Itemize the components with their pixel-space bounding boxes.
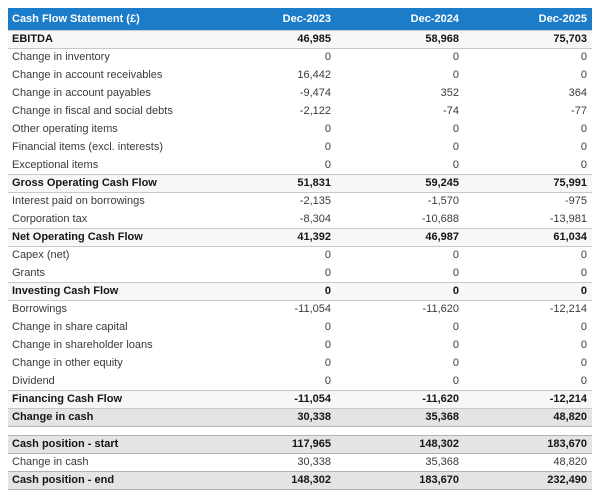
cell-value: 0 [324,266,331,279]
cell-value: 46,987 [425,231,459,243]
cell-value: 148,302 [291,474,331,486]
cell-value: 0 [580,51,587,64]
table-row [8,228,592,246]
row-label: Change in account receivables [12,69,163,81]
table-row [8,246,592,264]
main-rows-body [8,30,592,426]
cell-value: -12,214 [549,303,587,316]
table-header-row [8,8,592,30]
cell-value: 0 [452,158,459,171]
cell-value: 30,338 [297,411,331,423]
cell-value: 0 [324,374,331,387]
cell-value: 61,034 [553,231,587,243]
row-label: Gross Operating Cash Flow [12,177,157,189]
cell-value: 46,985 [297,33,331,45]
table-row [8,354,592,372]
table-row [8,471,592,489]
cell-value: -11,620 [422,303,459,316]
row-label: Corporation tax [12,212,88,225]
summary-rows-body [8,435,592,489]
row-label: Change in other equity [12,357,123,369]
cell-value: 0 [452,123,459,135]
row-label: Change in cash [12,411,94,423]
cell-value: -77 [571,105,587,117]
row-label: Cash position - start [12,438,119,450]
cell-value: 35,368 [425,456,459,468]
cell-value: -11,054 [294,303,331,316]
row-label: Change in shareholder loans [12,339,153,351]
cell-value: 0 [324,357,331,369]
cell-value: 0 [324,249,331,262]
cell-value: 0 [452,51,459,64]
table-row [8,102,592,120]
table-row [8,390,592,408]
cell-value: -8,304 [299,212,331,225]
cell-value: 0 [452,321,459,333]
table-row [8,192,592,210]
cell-value: 0 [324,158,331,171]
table-row [8,138,592,156]
cell-value: 0 [324,321,331,333]
cell-value: 0 [580,321,587,333]
row-label: Other operating items [12,123,118,135]
cash-flow-table [8,8,592,427]
table-row [8,66,592,84]
table-row [8,435,592,453]
cell-value: 148,302 [419,438,459,450]
row-label: Investing Cash Flow [12,285,119,297]
cell-value: -975 [564,195,587,208]
row-label: Net Operating Cash Flow [12,231,143,243]
cell-value: -13,981 [549,212,587,225]
cell-value: -12,214 [549,393,587,405]
cell-value: 0 [580,374,587,387]
row-label: Cash position - end [12,474,115,486]
cell-value: 0 [580,339,587,351]
row-label: Borrowings [12,303,68,316]
table-row [8,84,592,102]
row-label: Change in inventory [12,51,110,64]
cell-value: 48,820 [553,456,587,468]
cell-value: 0 [324,51,331,64]
column-header-dec-2025: Dec-2025 [538,12,587,25]
cell-value: -9,474 [299,87,331,99]
cell-value: 0 [580,266,587,279]
cell-value: 0 [580,158,587,171]
row-label: Dividend [12,374,55,387]
cell-value: 51,831 [297,177,331,189]
table-row [8,120,592,138]
cell-value: 0 [580,285,587,297]
cell-value: -1,570 [427,195,459,208]
cell-value: 59,245 [425,177,459,189]
table-row [8,174,592,192]
cell-value: 0 [324,123,331,135]
table-row [8,453,592,471]
row-label: Capex (net) [12,249,70,262]
cell-value: 0 [452,69,459,81]
row-label: Change in fiscal and social debts [12,105,173,117]
cell-value: 0 [324,285,331,297]
cell-value: 0 [580,141,587,153]
cell-value: 232,490 [547,474,587,486]
cell-value: -10,688 [421,212,459,225]
cell-value: 0 [580,69,587,81]
cell-value: -2,122 [299,105,331,117]
cell-value: 0 [452,141,459,153]
table-row [8,300,592,318]
cell-value: 41,392 [297,231,331,243]
cell-value: 48,820 [553,411,587,423]
row-label: Grants [12,266,46,279]
cell-value: 364 [568,87,587,99]
cell-value: 0 [580,249,587,262]
cell-value: 352 [440,87,459,99]
cell-value: -2,135 [299,195,331,208]
cell-value: 0 [452,374,459,387]
cell-value: 0 [452,285,459,297]
table-row [8,48,592,66]
table-row [8,372,592,390]
column-header-dec-2023: Dec-2023 [282,12,331,25]
table-row [8,210,592,228]
cell-value: 75,991 [553,177,587,189]
row-label: Change in cash [12,456,89,468]
cell-value: -74 [443,105,459,117]
cell-value: 58,968 [425,33,459,45]
cell-value: 0 [452,339,459,351]
row-label: EBITDA [12,33,53,45]
cell-value: 0 [580,123,587,135]
cell-value: 183,670 [419,474,459,486]
table-row [8,30,592,48]
row-label: Change in share capital [12,321,128,333]
cell-value: -11,620 [422,393,459,405]
cell-value: 0 [452,249,459,262]
table-row [8,282,592,300]
cell-value: 30,338 [297,456,331,468]
cell-value: 35,368 [425,411,459,423]
cell-value: -11,054 [294,393,331,405]
cell-value: 183,670 [547,438,587,450]
row-label: Financial items (excl. interests) [12,141,163,153]
column-header-dec-2024: Dec-2024 [410,12,459,25]
table-row [8,318,592,336]
cell-value: 16,442 [297,69,331,81]
cash-position-table [8,435,592,490]
row-label: Financing Cash Flow [12,393,123,405]
cell-value: 0 [452,266,459,279]
row-label: Exceptional items [12,158,99,171]
cell-value: 0 [580,357,587,369]
table-row [8,264,592,282]
cell-value: 0 [324,141,331,153]
cash-flow-statement-page [8,8,592,490]
table-title: Cash Flow Statement (£) [12,12,140,25]
row-label: Interest paid on borrowings [12,195,145,208]
table-row [8,156,592,174]
table-row [8,408,592,426]
row-label: Change in account payables [12,87,151,99]
cell-value: 0 [452,357,459,369]
cell-value: 75,703 [553,33,587,45]
cell-value: 117,965 [291,438,331,450]
cell-value: 0 [324,339,331,351]
table-row [8,336,592,354]
